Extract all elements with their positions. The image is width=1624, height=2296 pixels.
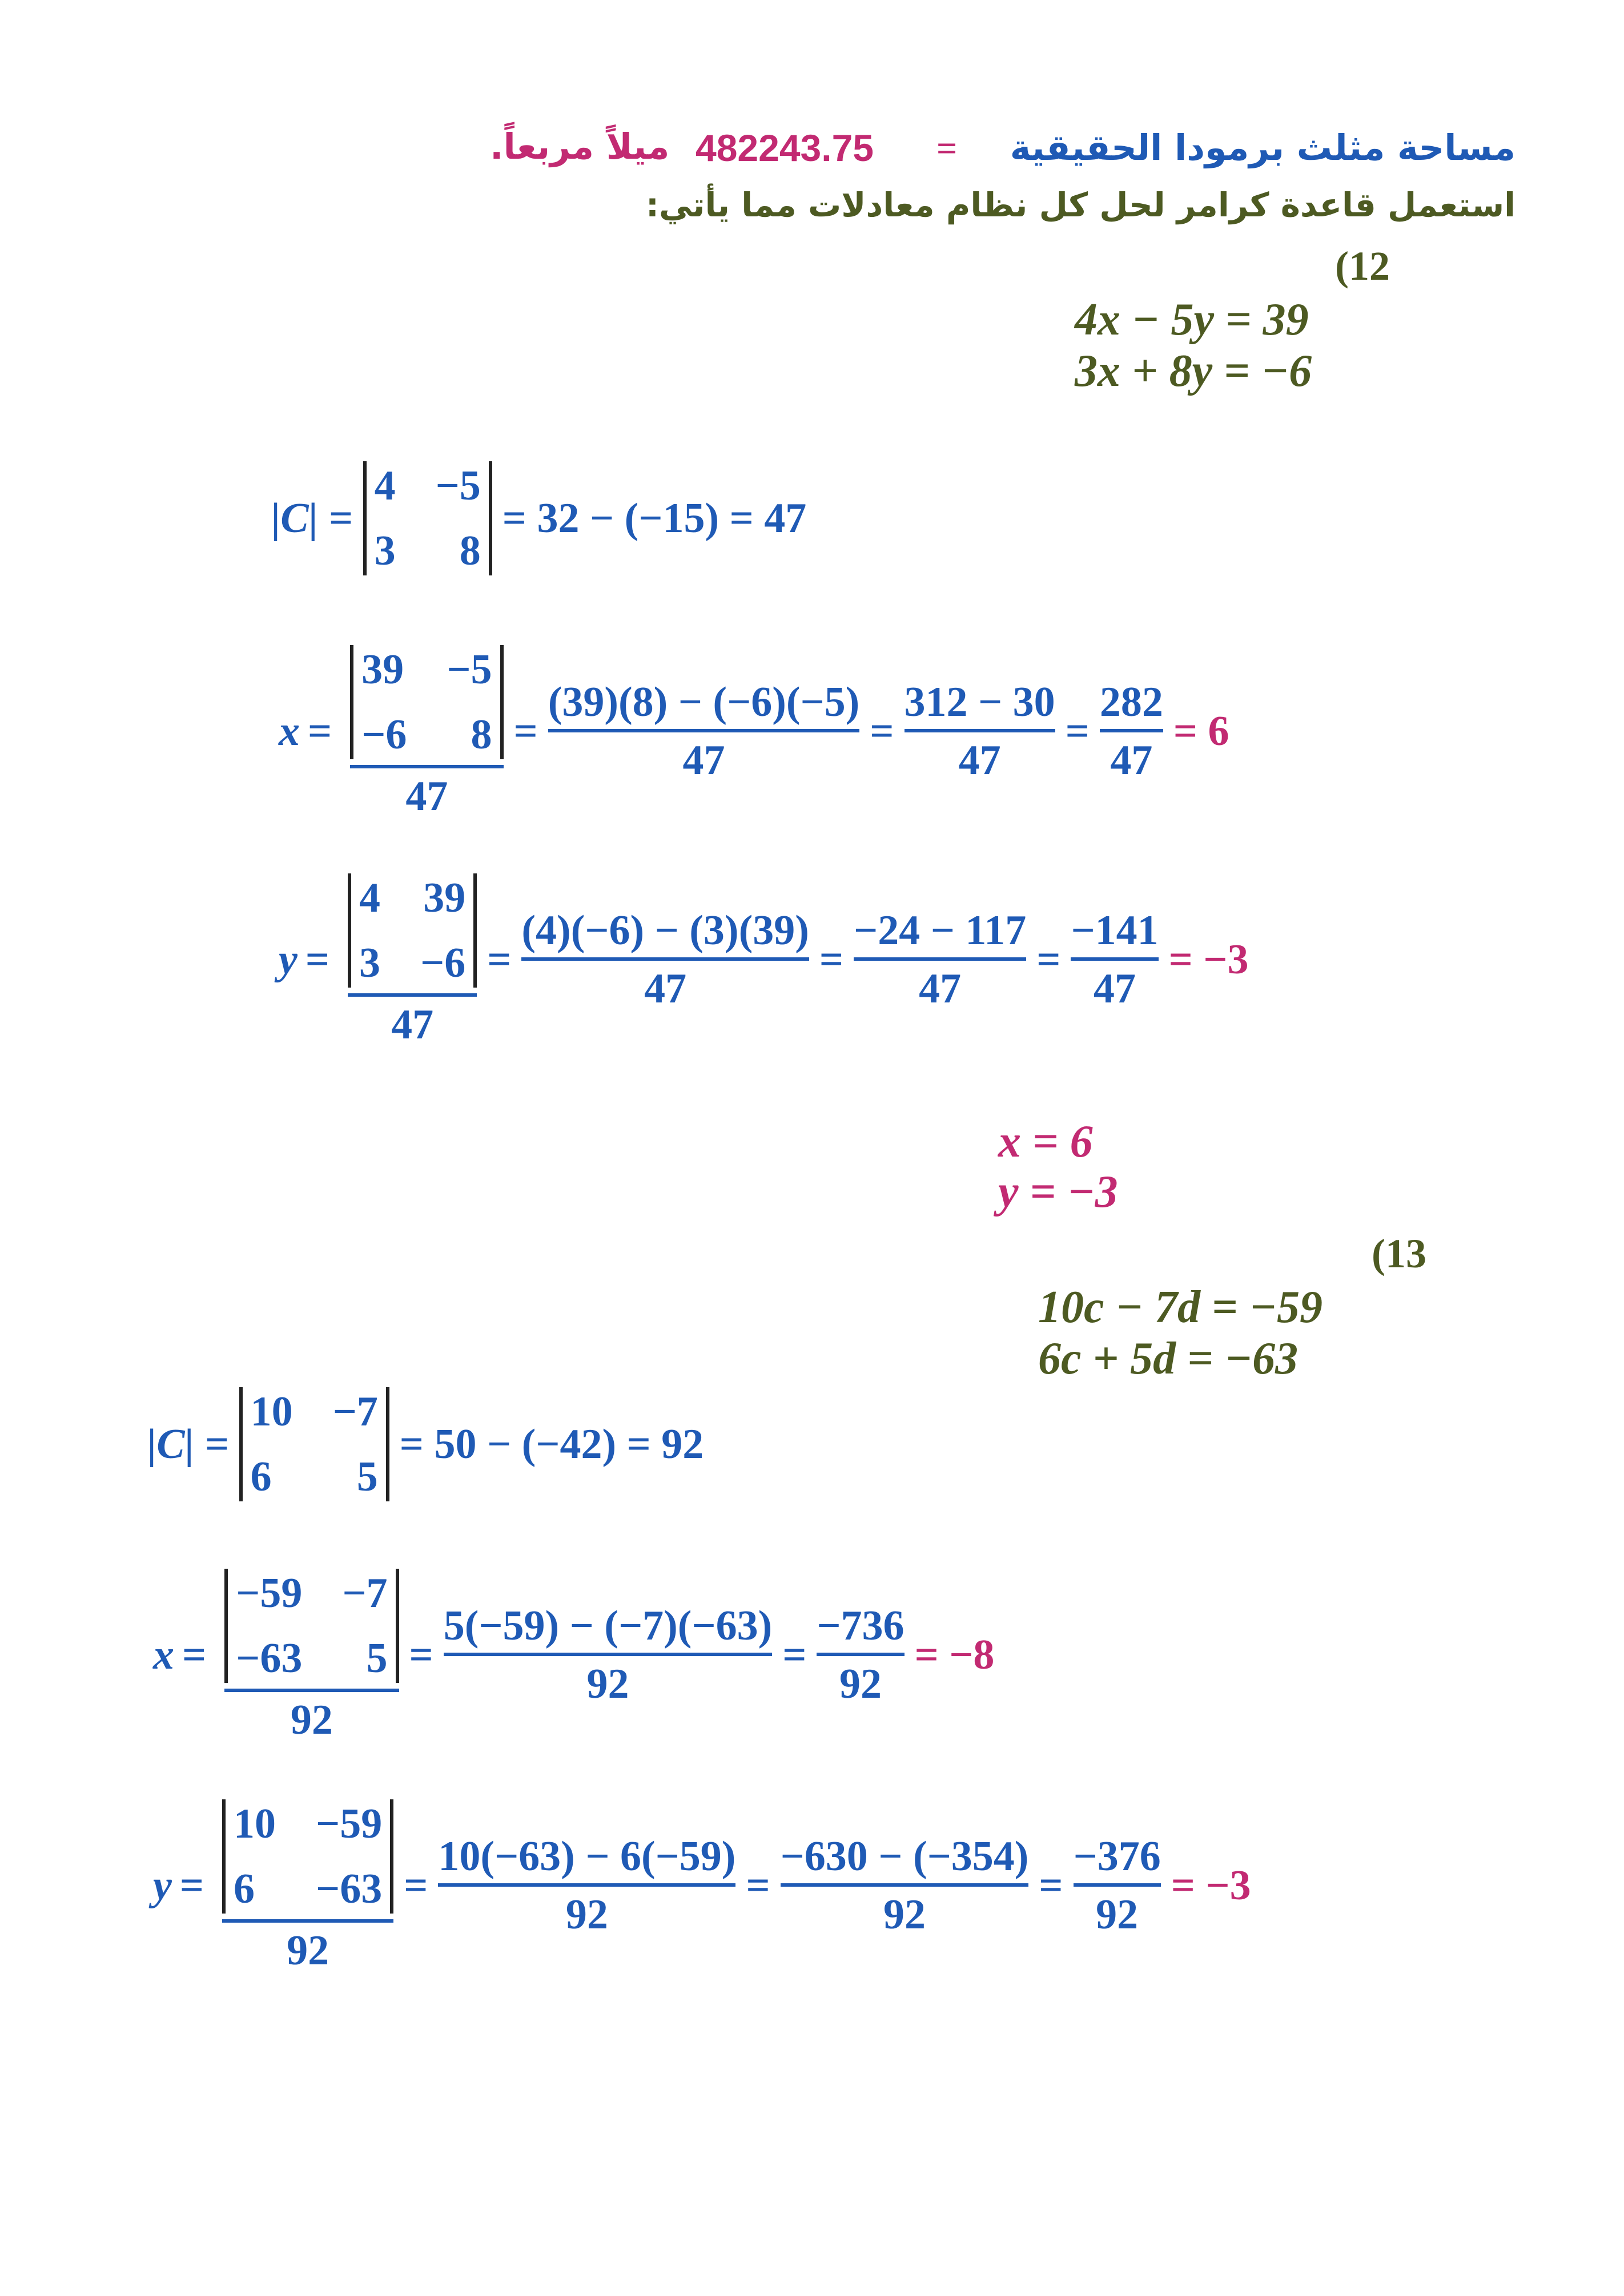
y-result: = −3 [1168, 936, 1249, 983]
area-label: مساحة مثلث برمودا الحقيقية [1010, 127, 1516, 168]
area-unit: ميلاً مربعاً. [490, 126, 670, 167]
instruction: استعمل قاعدة كرامر لحل كل نظام معادلات مما يأتي: [645, 186, 1516, 224]
numerator: (39)(8) − (−6)(−5) [548, 679, 860, 726]
y-frac-3 [1071, 909, 1158, 1010]
matrix-x [224, 1569, 399, 1683]
cell: 39 [361, 646, 404, 693]
matrix-y [348, 873, 477, 988]
cell: −63 [316, 1866, 383, 1912]
denominator: 92 [290, 1697, 333, 1743]
y-det-fraction [222, 1799, 393, 1972]
y-frac-1 [438, 1835, 735, 1936]
denominator: 47 [405, 773, 448, 820]
cell: −59 [236, 1570, 303, 1617]
numerator: −24 − 117 [854, 907, 1027, 954]
x-frac-3 [1100, 681, 1163, 782]
x-frac-2 [817, 1602, 905, 1707]
problem-13-number: (13 [1372, 1231, 1426, 1276]
cell: 10 [250, 1388, 293, 1435]
p12-y-solution: y = 4 39 3 −6 47 = (4)(−6) − (3)(39) 47 = −24 − 117 47 = −141 47 = −3 [279, 875, 1249, 1048]
c-label: |C| = [271, 495, 353, 542]
c-rhs: = 50 − (−42) = 92 [399, 1421, 704, 1468]
problem-12-number: (12 [1335, 243, 1390, 289]
p13-equation-2: 6c + 5d = −63 [1038, 1334, 1299, 1384]
matrix-C [363, 461, 492, 575]
x-var: x [279, 708, 300, 755]
p12-determinant-C [271, 461, 806, 575]
cell: 3 [359, 940, 381, 986]
numerator: −630 − (−354) [780, 1833, 1029, 1880]
numerator: 282 [1099, 679, 1163, 726]
matrix-y [222, 1799, 393, 1914]
p13-x-solution: x = −59 −7 −63 5 92 = 5(−59) − (−7)(−63) 92 = −736 92 = −8 [153, 1570, 995, 1743]
y-frac-2 [854, 909, 1026, 1010]
y-result: = −3 [1171, 1862, 1251, 1909]
denominator: 47 [644, 965, 687, 1012]
c-rhs: = 32 − (−15) = 47 [502, 495, 807, 542]
cell: 39 [423, 875, 466, 921]
numerator: 10(−63) − 6(−59) [438, 1833, 736, 1880]
area-value: 482243.75 [696, 127, 874, 169]
cell: 6 [234, 1866, 255, 1912]
denominator: 92 [586, 1661, 629, 1707]
p13-equation-1: 10c − 7d = −59 [1038, 1282, 1323, 1332]
cell: −59 [316, 1800, 383, 1847]
matrix-C [239, 1387, 389, 1501]
denominator: 47 [682, 737, 725, 784]
denominator: 47 [958, 737, 1001, 784]
p12-equation-1: 4x − 5y = 39 [1075, 295, 1309, 345]
cell: −63 [236, 1635, 303, 1682]
denominator: 92 [1096, 1891, 1139, 1938]
x-frac-1 [548, 681, 860, 782]
p12-solution-y: y = −3 [998, 1167, 1118, 1217]
matrix-x [350, 645, 503, 759]
cell: 4 [374, 462, 396, 509]
denominator: 92 [287, 1927, 329, 1974]
p12-solution-x: x = 6 [998, 1117, 1093, 1167]
denominator: 47 [1094, 965, 1136, 1012]
denominator: 92 [565, 1891, 608, 1938]
cell: 5 [366, 1635, 388, 1682]
y-var: y [279, 936, 298, 983]
cell: −7 [332, 1388, 378, 1435]
c-label: |C| = [147, 1421, 229, 1468]
x-det-fraction [350, 645, 503, 820]
p13-determinant-C [147, 1387, 704, 1501]
denominator: 47 [391, 1001, 434, 1048]
y-frac-1 [521, 909, 809, 1010]
cell: 8 [459, 527, 481, 574]
p13-y-solution: y = 10 −59 6 −63 92 = 10(−63) − 6(−59) 92 = −630 − (−354) 92 = −376 92 = −3 [153, 1800, 1251, 1974]
cell: 4 [359, 875, 381, 921]
cell: −7 [342, 1570, 388, 1617]
cell: −6 [420, 940, 466, 986]
numerator: −141 [1071, 907, 1159, 954]
cell: 6 [250, 1453, 272, 1500]
y-frac-2 [781, 1835, 1029, 1936]
cell: −5 [447, 646, 492, 693]
numerator: 312 − 30 [904, 679, 1055, 726]
equals-sign: = [936, 128, 958, 168]
x-var: x [153, 1632, 174, 1678]
cell: 5 [356, 1453, 378, 1500]
cell: 10 [234, 1800, 276, 1847]
x-result: = −8 [914, 1632, 995, 1678]
y-det-fraction [348, 873, 477, 1046]
numerator: (4)(−6) − (3)(39) [521, 907, 809, 954]
x-frac-2 [905, 681, 1055, 782]
denominator: 92 [839, 1661, 882, 1707]
numerator: −376 [1073, 1833, 1161, 1880]
numerator: 5(−59) − (−7)(−63) [443, 1602, 773, 1649]
x-frac-1 [443, 1602, 773, 1707]
p12-equation-2: 3x + 8y = −6 [1075, 346, 1312, 396]
denominator: 47 [919, 965, 962, 1012]
y-var: y [153, 1862, 172, 1909]
cell: 8 [471, 711, 492, 758]
cell: −6 [361, 711, 407, 758]
numerator: −736 [817, 1602, 905, 1649]
denominator: 92 [883, 1891, 926, 1938]
cell: −5 [435, 462, 481, 509]
denominator: 47 [1110, 737, 1153, 784]
y-frac-3 [1074, 1835, 1161, 1936]
x-result: = 6 [1173, 708, 1229, 755]
cell: 3 [374, 527, 396, 574]
p12-x-solution: x = 39 −5 −6 8 47 = (39)(8) − (−6)(−5) 47 = 312 − 30 47 = 282 47 = 6 [279, 646, 1229, 820]
x-det-fraction [224, 1569, 399, 1741]
